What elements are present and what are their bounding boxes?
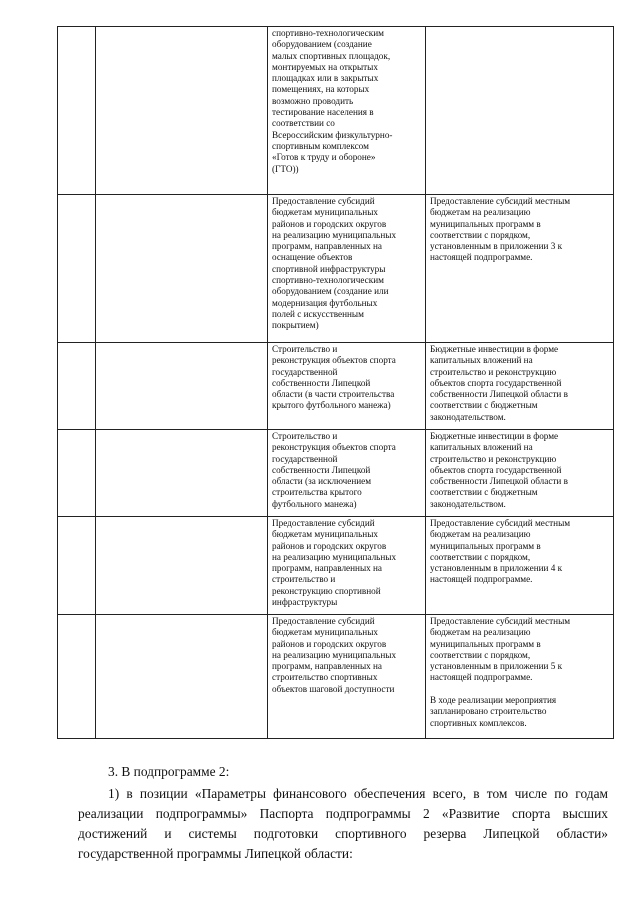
measure-cell: Предоставление субсидий бюджетам муниципальных районов и городских округов на реализацию муниципальных программ, направленных на строительство спортивных объектов шаговой доступности [268, 615, 426, 739]
empty-cell [96, 27, 268, 195]
table-row [58, 195, 614, 343]
mechanism-cell: Предоставление субсидий местным бюджетам на реализацию муниципальных программ в соответствии с порядком, установленным в приложении 4 к настоящей подпрограмме. [426, 517, 614, 615]
mechanism-cell: Бюджетные инвестиции в форме капитальных вложений на строительство и реконструкцию объектов спорта государственной собственности Липецкой области в соответствии с бюджетным законодательством. [426, 343, 614, 430]
empty-cell [58, 27, 96, 195]
empty-cell [58, 195, 96, 343]
empty-cell [58, 517, 96, 615]
measure-cell: Предоставление субсидий бюджетам муниципальных районов и городских округов на реализацию муниципальных программ, направленных на оснащение объектов спортивной инфраструктуры спортивно-технологическим оборудованием (создание или модернизация футбольных полей с искусственным покрытием) [268, 195, 426, 343]
measures-table [57, 26, 614, 739]
measure-cell: Строительство и реконструкция объектов спорта государственной собственности Липецкой области (в части строительства крытого футбольного манежа) [268, 343, 426, 430]
empty-cell [96, 195, 268, 343]
empty-cell [58, 615, 96, 739]
mechanism-cell: Предоставление субсидий местным бюджетам на реализацию муниципальных программ в соответствии с порядком, установленным в приложении 5 к настоящей подпрограмме. В ходе реализации мероприятия запланировано строительство спортивных комплексов. [426, 615, 614, 739]
table-row [58, 27, 614, 195]
mechanism-cell: Бюджетные инвестиции в форме капитальных вложений на строительство и реконструкцию объектов спорта государственной собственности Липецкой области в соответствии с бюджетным законодательством. [426, 430, 614, 517]
empty-cell [58, 343, 96, 430]
mechanism-cell [426, 27, 614, 195]
measure-cell: Предоставление субсидий бюджетам муниципальных районов и городских округов на реализацию муниципальных программ, направленных на строительство и реконструкцию спортивной инфраструктуры [268, 517, 426, 615]
table-row [58, 343, 614, 430]
body-paragraph: 1) в позиции «Параметры финансового обеспечения всего, в том числе по годам реализации подпрограммы» Паспорта подпрограммы 2 «Развитие спорта высших достижений и системы подготовки спортивного резерва Липецкой области» государственной программы Липецкой области: [78, 786, 608, 861]
section-heading: 3. В подпрограмме 2: [108, 764, 230, 779]
empty-cell [96, 615, 268, 739]
measure-cell: Строительство и реконструкция объектов спорта государственной собственности Липецкой области (за исключением строительства крытого футбольного манежа) [268, 430, 426, 517]
measure-cell: спортивно-технологическим оборудованием (создание малых спортивных площадок, монтируемых на открытых площадках или в закрытых помещениях, на которых возможно проводить тестирование населения в соответствии со Всероссийским физкультурно- спортивным комплексом «Готов к труду и обороне» (ГТО)) [268, 27, 426, 195]
mechanism-cell: Предоставление субсидий местным бюджетам на реализацию муниципальных программ в соответствии с порядком, установленным в приложении 3 к настоящей подпрограмме. [426, 195, 614, 343]
table-row [58, 517, 614, 615]
empty-cell [96, 430, 268, 517]
table-row [58, 615, 614, 739]
empty-cell [96, 343, 268, 430]
table-row [58, 430, 614, 517]
empty-cell [96, 517, 268, 615]
empty-cell [58, 430, 96, 517]
